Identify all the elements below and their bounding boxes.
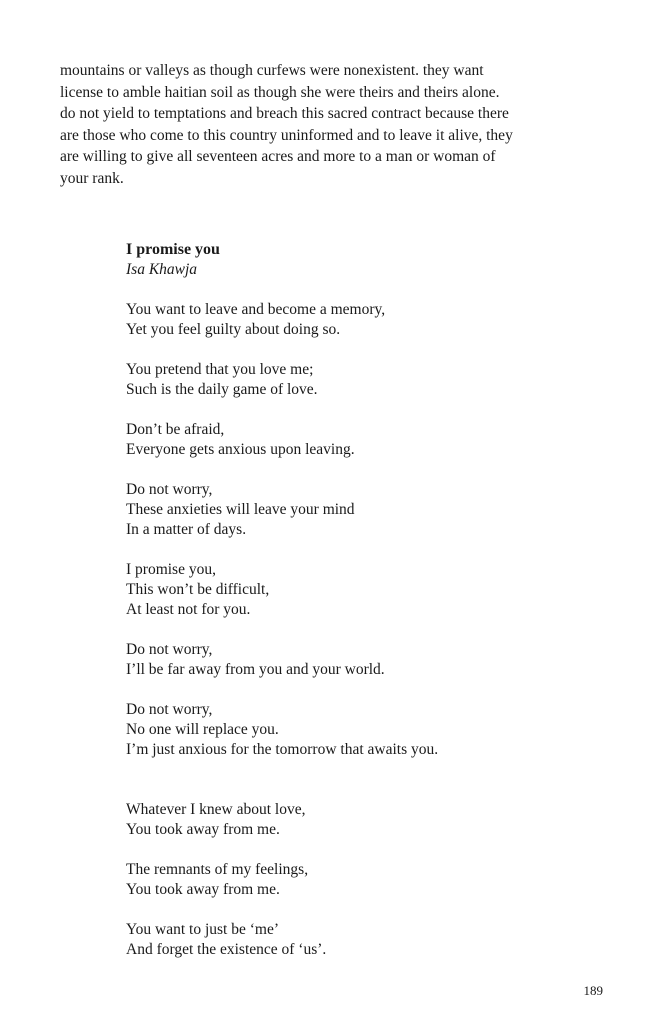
poem-line: I’m just anxious for the tomorrow that awaits you. [126,741,439,758]
prose-line: are those who come to this country uninformed and to leave it alive, they [60,126,513,144]
stanza [126,480,586,540]
poem-line: Yet you feel guilty about doing so. [126,321,341,338]
prose-line: your rank. [60,169,124,187]
poem-line: These anxieties will leave your mind [126,501,355,518]
poem-line: I’ll be far away from you and your world. [126,661,385,678]
prose-line: mountains or valleys as though curfews were nonexistent. they want [60,62,484,79]
poem-line: Whatever I knew about love, [126,801,306,818]
stanza [126,920,586,960]
stanza [126,420,586,460]
poem-author: Isa Khawja [126,261,198,278]
poem [126,240,586,980]
prose-line: are willing to give all seventeen acres and more to a man or woman of [60,148,496,166]
poem-line: At least not for you. [126,601,251,618]
poem-line: Do not worry, [126,481,213,498]
poem-line: You pretend that you love me; [126,361,314,378]
stanza [126,860,586,900]
stanza [126,300,586,340]
poem-title: I promise you [126,241,220,258]
poem-line: You took away from me. [126,821,280,838]
poem-line: Do not worry, [126,641,213,658]
poem-line: You want to just be ‘me’ [126,921,279,938]
poem-line: The remnants of my feelings, [126,861,309,878]
poem-line: In a matter of days. [126,521,247,538]
poem-line: You want to leave and become a memory, [126,301,386,318]
page-number: 189 [583,983,603,998]
stanza [126,700,586,760]
poem-line: Everyone gets anxious upon leaving. [126,441,355,458]
prose-paragraph [60,60,560,190]
poem-stanzas [126,300,586,960]
poem-line: I promise you, [126,561,216,578]
poem-line: No one will replace you. [126,721,279,738]
poem-line: You took away from me. [126,881,280,898]
poem-line: Do not worry, [126,701,213,718]
poem-line: Such is the daily game of love. [126,381,318,398]
stanza [126,360,586,400]
stanza [126,800,586,840]
stanza [126,640,586,680]
stanza [126,560,586,620]
poem-line: This won’t be difficult, [126,581,270,598]
prose-line: license to amble haitian soil as though she were theirs and theirs alone. [60,83,500,101]
prose-line: do not yield to temptations and breach this sacred contract because there [60,105,509,123]
poem-line: And forget the existence of ‘us’. [126,941,327,958]
poem-line: Don’t be afraid, [126,421,225,438]
